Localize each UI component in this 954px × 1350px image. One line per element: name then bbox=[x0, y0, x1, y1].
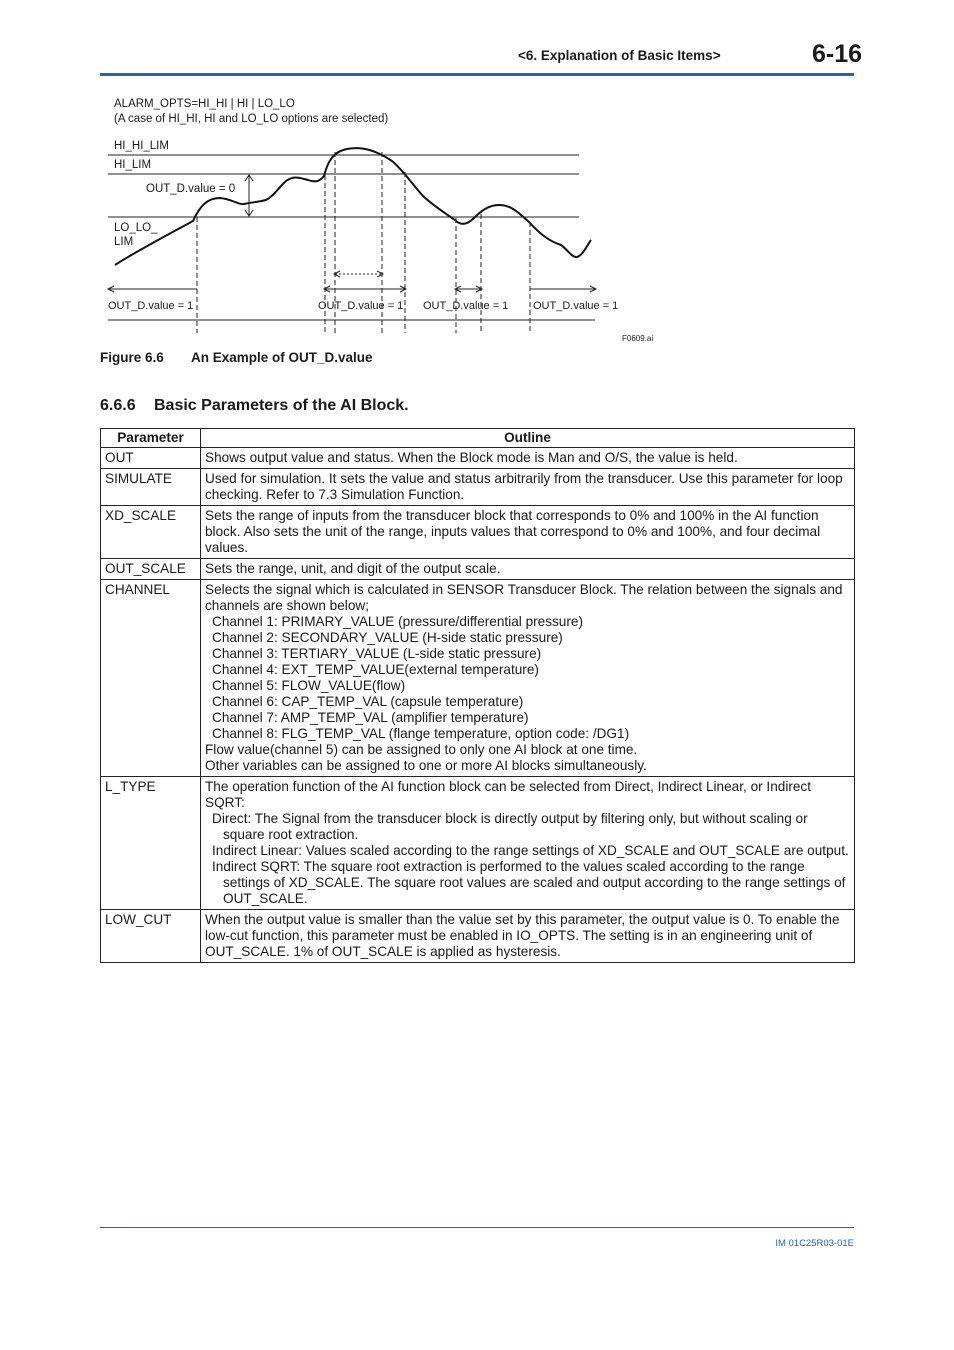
column-header-parameter: Parameter bbox=[101, 429, 201, 448]
outline-line: When the output value is smaller than the value set by this parameter, the output value is 0. To enable the low-cut function, this parameter must be enabled in IO_OPTS. The setting is in an engineering unit of OUT_SCALE. 1% of OUT_SCALE is applied as hysteresis. bbox=[205, 912, 840, 959]
parameter-outline-cell bbox=[201, 506, 855, 559]
figure-caption-number: Figure 6.6 bbox=[100, 350, 164, 365]
figure-caption bbox=[100, 350, 373, 365]
table-row bbox=[101, 506, 855, 559]
outline-line: Sets the range, unit, and digit of the output scale. bbox=[205, 561, 501, 576]
section-number: 6.6.6 bbox=[100, 397, 136, 414]
table-row bbox=[101, 580, 855, 777]
alarm-opts-title: ALARM_OPTS=HI_HI | HI | LO_LO bbox=[114, 98, 295, 110]
table-body bbox=[101, 448, 855, 963]
outline-line: Channel 3: TERTIARY_VALUE (L-side static pressure) bbox=[212, 646, 542, 661]
table-header-row bbox=[101, 429, 855, 448]
table-row bbox=[101, 448, 855, 469]
out-d-value-diagram bbox=[0, 0, 954, 380]
parameter-outline-cell bbox=[201, 777, 855, 910]
process-value-curve bbox=[115, 148, 591, 265]
table-row bbox=[101, 469, 855, 506]
parameter-name-cell: L_TYPE bbox=[101, 777, 201, 910]
outline-line: Flow value(channel 5) can be assigned to only one AI block at one time. bbox=[205, 742, 638, 757]
figure-caption-title: An Example of OUT_D.value bbox=[191, 350, 373, 365]
outline-line: Indirect Linear: Values scaled according to the range settings of XD_SCALE and OUT_SCALE are output. bbox=[212, 843, 849, 858]
outline-line: Indirect SQRT: The square root extraction is performed to the values scaled according to the range settings of XD_SCALE. The square root values are scaled and output according to the range settings of OUT_SCALE. bbox=[212, 859, 846, 906]
out-d-one-label-4: OUT_D.value = 1 bbox=[533, 300, 619, 312]
parameter-name-cell: XD_SCALE bbox=[101, 506, 201, 559]
ai-block-parameters-table bbox=[100, 428, 855, 963]
lo-lo-lim-label-2: LIM bbox=[114, 236, 134, 248]
outline-line: Channel 5: FLOW_VALUE(flow) bbox=[212, 678, 406, 693]
parameter-outline-cell bbox=[201, 910, 855, 963]
document-id: IM 01C25R03-01E bbox=[775, 1238, 854, 1249]
parameter-name-cell: OUT_SCALE bbox=[101, 559, 201, 580]
footer-divider bbox=[100, 1227, 854, 1228]
running-header-section: <6. Explanation of Basic Items> bbox=[518, 48, 721, 63]
outline-line: Channel 6: CAP_TEMP_VAL (capsule temperature) bbox=[212, 694, 524, 709]
out-d-one-label-3: OUT_D.value = 1 bbox=[423, 300, 509, 312]
outline-line: Other variables can be assigned to one or more AI blocks simultaneously. bbox=[205, 758, 647, 773]
outline-line: Channel 4: EXT_TEMP_VALUE(external temperature) bbox=[212, 662, 539, 677]
out-d-zero-label: OUT_D.value = 0 bbox=[146, 183, 236, 195]
section-heading bbox=[100, 397, 409, 415]
parameter-outline-cell bbox=[201, 580, 855, 777]
outline-line: Selects the signal which is calculated in SENSOR Transducer Block. The relation between the signals and channels are shown below; bbox=[205, 582, 843, 613]
table-row bbox=[101, 777, 855, 910]
outline-line: Channel 7: AMP_TEMP_VAL (amplifier temperature) bbox=[212, 710, 529, 725]
outline-line: Channel 2: SECONDARY_VALUE (H-side static pressure) bbox=[212, 630, 563, 645]
alarm-opts-note: (A case of HI_HI, HI and LO_LO options are selected) bbox=[114, 113, 389, 125]
column-header-outline: Outline bbox=[201, 429, 855, 448]
parameter-outline-cell bbox=[201, 469, 855, 506]
out-d-one-label-1: OUT_D.value = 1 bbox=[108, 300, 194, 312]
outline-line: Channel 8: FLG_TEMP_VAL (flange temperature, option code: /DG1) bbox=[212, 726, 630, 741]
outline-line: Used for simulation. It sets the value and status arbitrarily from the transducer. Use this parameter for loop checking. Refer to 7.3 Simulation Function. bbox=[205, 471, 843, 502]
interval-arrows bbox=[108, 271, 596, 292]
figure-file-id: F0609.ai bbox=[622, 334, 654, 343]
parameter-name-cell: OUT bbox=[101, 448, 201, 469]
table-row bbox=[101, 559, 855, 580]
parameter-name-cell: CHANNEL bbox=[101, 580, 201, 777]
lo-lo-lim-label: LO_LO_ bbox=[114, 222, 158, 234]
parameter-name-cell: SIMULATE bbox=[101, 469, 201, 506]
outline-line: Shows output value and status. When the Block mode is Man and O/S, the value is held. bbox=[205, 450, 738, 465]
hi-lim-label: HI_LIM bbox=[114, 159, 152, 171]
table-row bbox=[101, 910, 855, 963]
outline-line: Direct: The Signal from the transducer block is directly output by filtering only, but without scaling or square root extraction. bbox=[212, 811, 808, 842]
parameter-outline-cell bbox=[201, 559, 855, 580]
parameter-name-cell: LOW_CUT bbox=[101, 910, 201, 963]
outline-line: Channel 1: PRIMARY_VALUE (pressure/differential pressure) bbox=[212, 614, 583, 629]
outline-line: Sets the range of inputs from the transducer block that corresponds to 0% and 100% in the AI function block. Also sets the unit of the range, inputs values that correspond to 0% and 100%, and four decimal values. bbox=[205, 508, 821, 555]
section-title-text: Basic Parameters of the AI Block. bbox=[154, 397, 409, 414]
parameter-outline-cell bbox=[201, 448, 855, 469]
page-number: 6-16 bbox=[812, 40, 863, 68]
hi-hi-lim-label: HI_HI_LIM bbox=[114, 140, 169, 152]
out-d-one-label-2: OUT_D.value = 1 bbox=[318, 300, 404, 312]
outline-line: The operation function of the AI function block can be selected from Direct, Indirect Linear, or Indirect SQRT: bbox=[205, 779, 812, 810]
